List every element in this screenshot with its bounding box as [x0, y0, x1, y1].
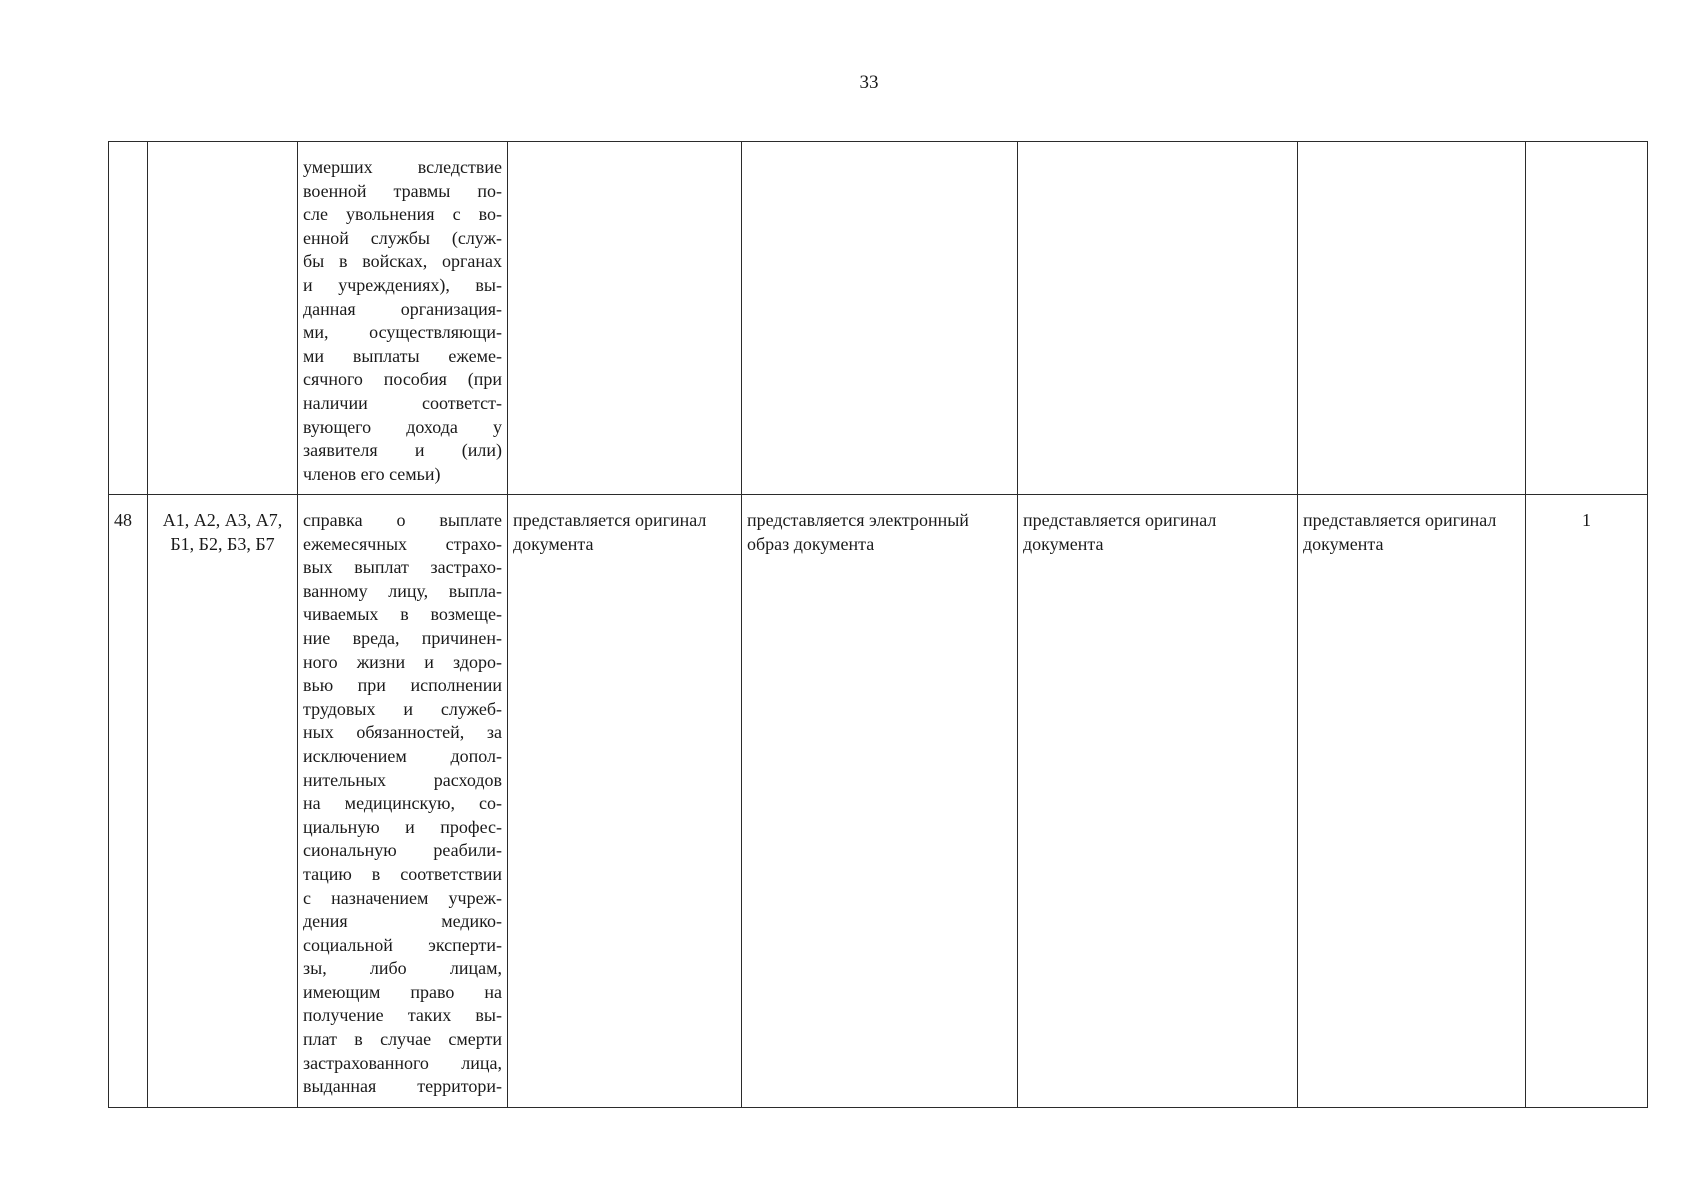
description-line: ежемесячных страхо- — [303, 533, 502, 554]
description-line: енной службы (служ- — [303, 227, 502, 248]
description-line: имеющим право на — [303, 981, 502, 1002]
description-line: ми выплаты ежеме- — [303, 345, 502, 366]
copies-count-cell: 1 — [1526, 495, 1648, 1108]
description-line: на медицинскую, со- — [303, 793, 502, 814]
description-line: чиваемых в возмеще- — [303, 604, 502, 625]
copies-count-cell — [1526, 142, 1648, 495]
description-line: ми, осуществляющи- — [303, 322, 502, 343]
document-table — [108, 141, 1648, 1108]
description-line: трудовых и служеб- — [303, 698, 502, 719]
row-number-cell — [109, 142, 148, 495]
description-line: сле увольнения с во- — [303, 204, 502, 225]
postal-submission-cell — [1298, 142, 1526, 495]
description-line: плат в случае смерти — [303, 1029, 502, 1050]
description-line: ного жизни и здоро- — [303, 651, 502, 672]
description-line: вых выплат застрахо- — [303, 557, 502, 578]
applicant-groups-cell: А1, А2, А3, А7, Б1, Б2, Б3, Б7 — [148, 495, 298, 1108]
description-line: сиональную реабили- — [303, 840, 502, 861]
description-line: нительных расходов — [303, 769, 502, 790]
description-line: умерших вследствие — [303, 157, 502, 177]
description-line: военной травмы по- — [303, 180, 502, 201]
description-line: исключением допол- — [303, 745, 502, 766]
description-line: выданная территори- — [303, 1076, 502, 1097]
description-line: справка о выплате — [303, 510, 502, 530]
postal-submission-cell: представляется оригинал документа — [1298, 495, 1526, 1108]
table-row — [109, 142, 1648, 495]
description-line: получение таких вы- — [303, 1005, 502, 1026]
document-description-cell — [298, 495, 508, 1108]
description-line: тацию в соответствии — [303, 863, 502, 884]
description-line: с назначением учреж- — [303, 887, 502, 908]
electronic-submission-cell — [742, 142, 1018, 495]
description-line: членов его семьи) — [303, 463, 441, 484]
row-number-cell: 48 — [109, 495, 148, 1108]
page-number: 33 — [859, 72, 879, 93]
description-line: наличии соответст- — [303, 392, 502, 413]
description-line: вью при исполнении — [303, 675, 502, 696]
applicant-groups-cell — [148, 142, 298, 495]
description-line: ных обязанностей, за — [303, 722, 502, 743]
description-line: заявителя и (или) — [303, 440, 502, 461]
description-line: дения медико- — [303, 911, 502, 932]
description-line: циальную и профес- — [303, 816, 502, 837]
mfc-submission-cell — [1018, 142, 1298, 495]
description-line: вующего дохода у — [303, 416, 502, 437]
description-line: и учреждениях), вы- — [303, 274, 502, 295]
description-line: ванному лицу, выпла- — [303, 580, 502, 601]
paper-submission-cell: представляется оригинал документа — [508, 495, 742, 1108]
table-row — [109, 495, 1648, 1108]
description-line: сячного пособия (при — [303, 369, 502, 390]
description-line: данная организация- — [303, 298, 502, 319]
mfc-submission-cell: представляется оригинал документа — [1018, 495, 1298, 1108]
document-description-cell — [298, 142, 508, 495]
paper-submission-cell — [508, 142, 742, 495]
description-line: социальной эксперти- — [303, 934, 502, 955]
description-line: бы в войсках, органах — [303, 251, 502, 272]
description-line: застрахованного лица, — [303, 1052, 502, 1073]
description-line: зы, либо лицам, — [303, 958, 502, 979]
description-line: ние вреда, причинен- — [303, 627, 502, 648]
electronic-submission-cell: представляется электронный образ документа — [742, 495, 1018, 1108]
